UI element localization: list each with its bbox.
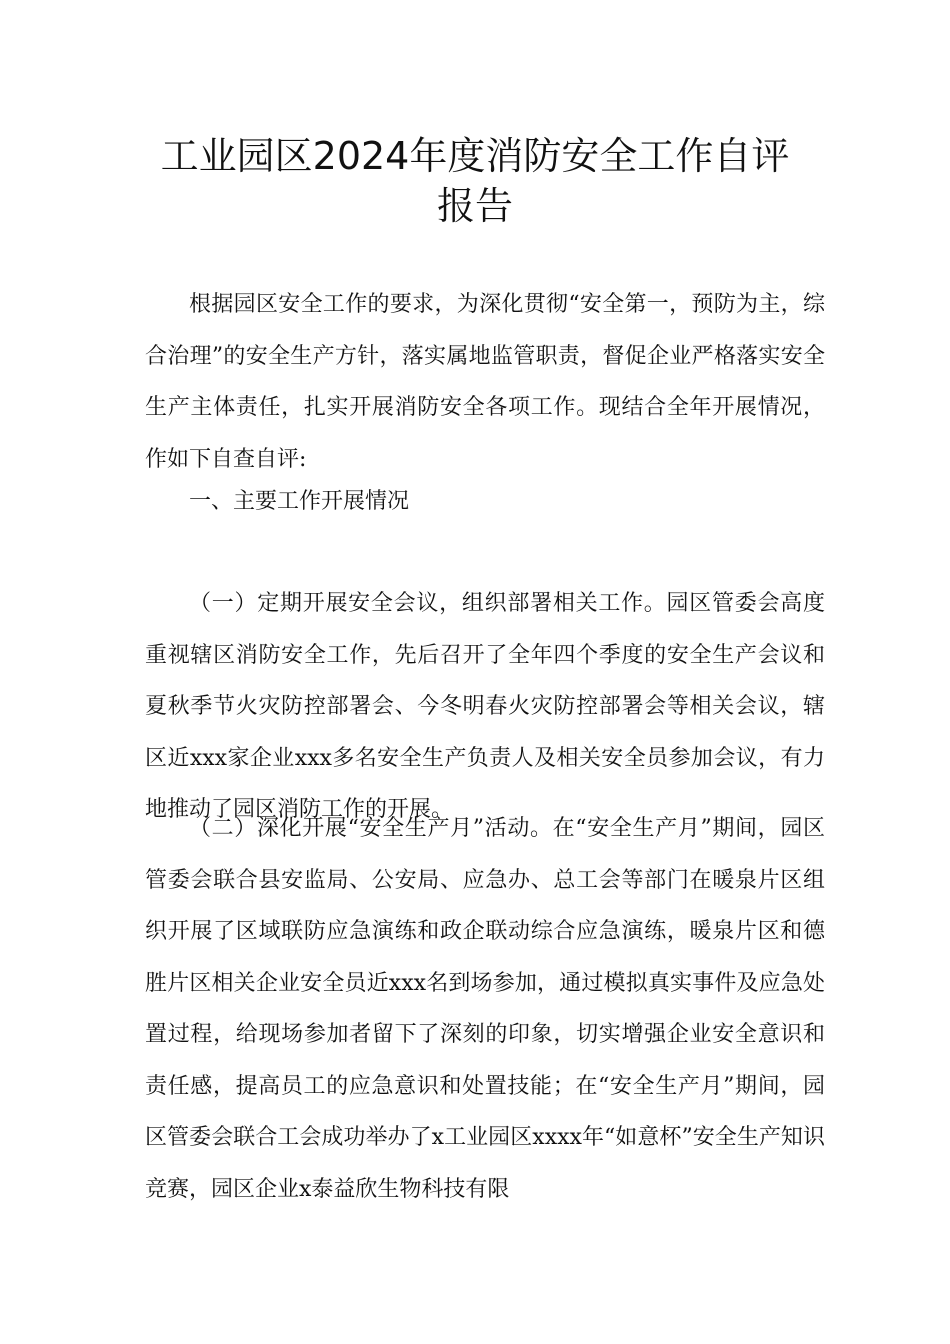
intro-paragraph: 根据园区安全工作的要求，为深化贯彻“安全第一，预防为主，综合治理”的安全生产方针，落实属地监管职责，督促企业严格落实安全生产主体责任，扎实开展消防安全各项工作。现结合全年开展情况，作如下自查自评: bbox=[145, 292, 825, 472]
section-heading: 一、主要工作开展情况 bbox=[189, 489, 410, 514]
document-title-line-2: 报告 bbox=[436, 184, 513, 228]
document-title-line-1: 工业园区2024年度消防安全工作自评 bbox=[160, 134, 790, 178]
paragraph-meetings: （一）定期开展安全会议，组织部署相关工作。园区管委会高度重视辖区消防安全工作，先后召开了全年四个季度的安全生产会议和夏秋季节火灾防控部署会、今冬明春火灾防控部署会等相关会议，辖区近xxx家企业xxx多名安全生产负责人及相关安全员参加会议，有力地推动了园区消防工作的开展。 bbox=[145, 591, 825, 822]
paragraph-safety-month: （二）深化开展“安全生产月”活动。在“安全生产月”期间，园区管委会联合县安监局、公安局、应急办、总工会等部门在暖泉片区组织开展了区域联防应急演练和政企联动综合应急演练，暖泉片区和德胜片区相关企业安全员近xxx名到场参加，通过模拟真实事件及应急处置过程，给现场参加者留下了深刻的印象，切实增强企业安全意识和责任感，提高员工的应急意识和处置技能；在“安全生产月”期间，园区管委会联合工会成功举办了x工业园区xxxx年“如意杯”安全生产知识竞赛，园区企业x泰益欣生物科技有限 bbox=[145, 816, 825, 1202]
